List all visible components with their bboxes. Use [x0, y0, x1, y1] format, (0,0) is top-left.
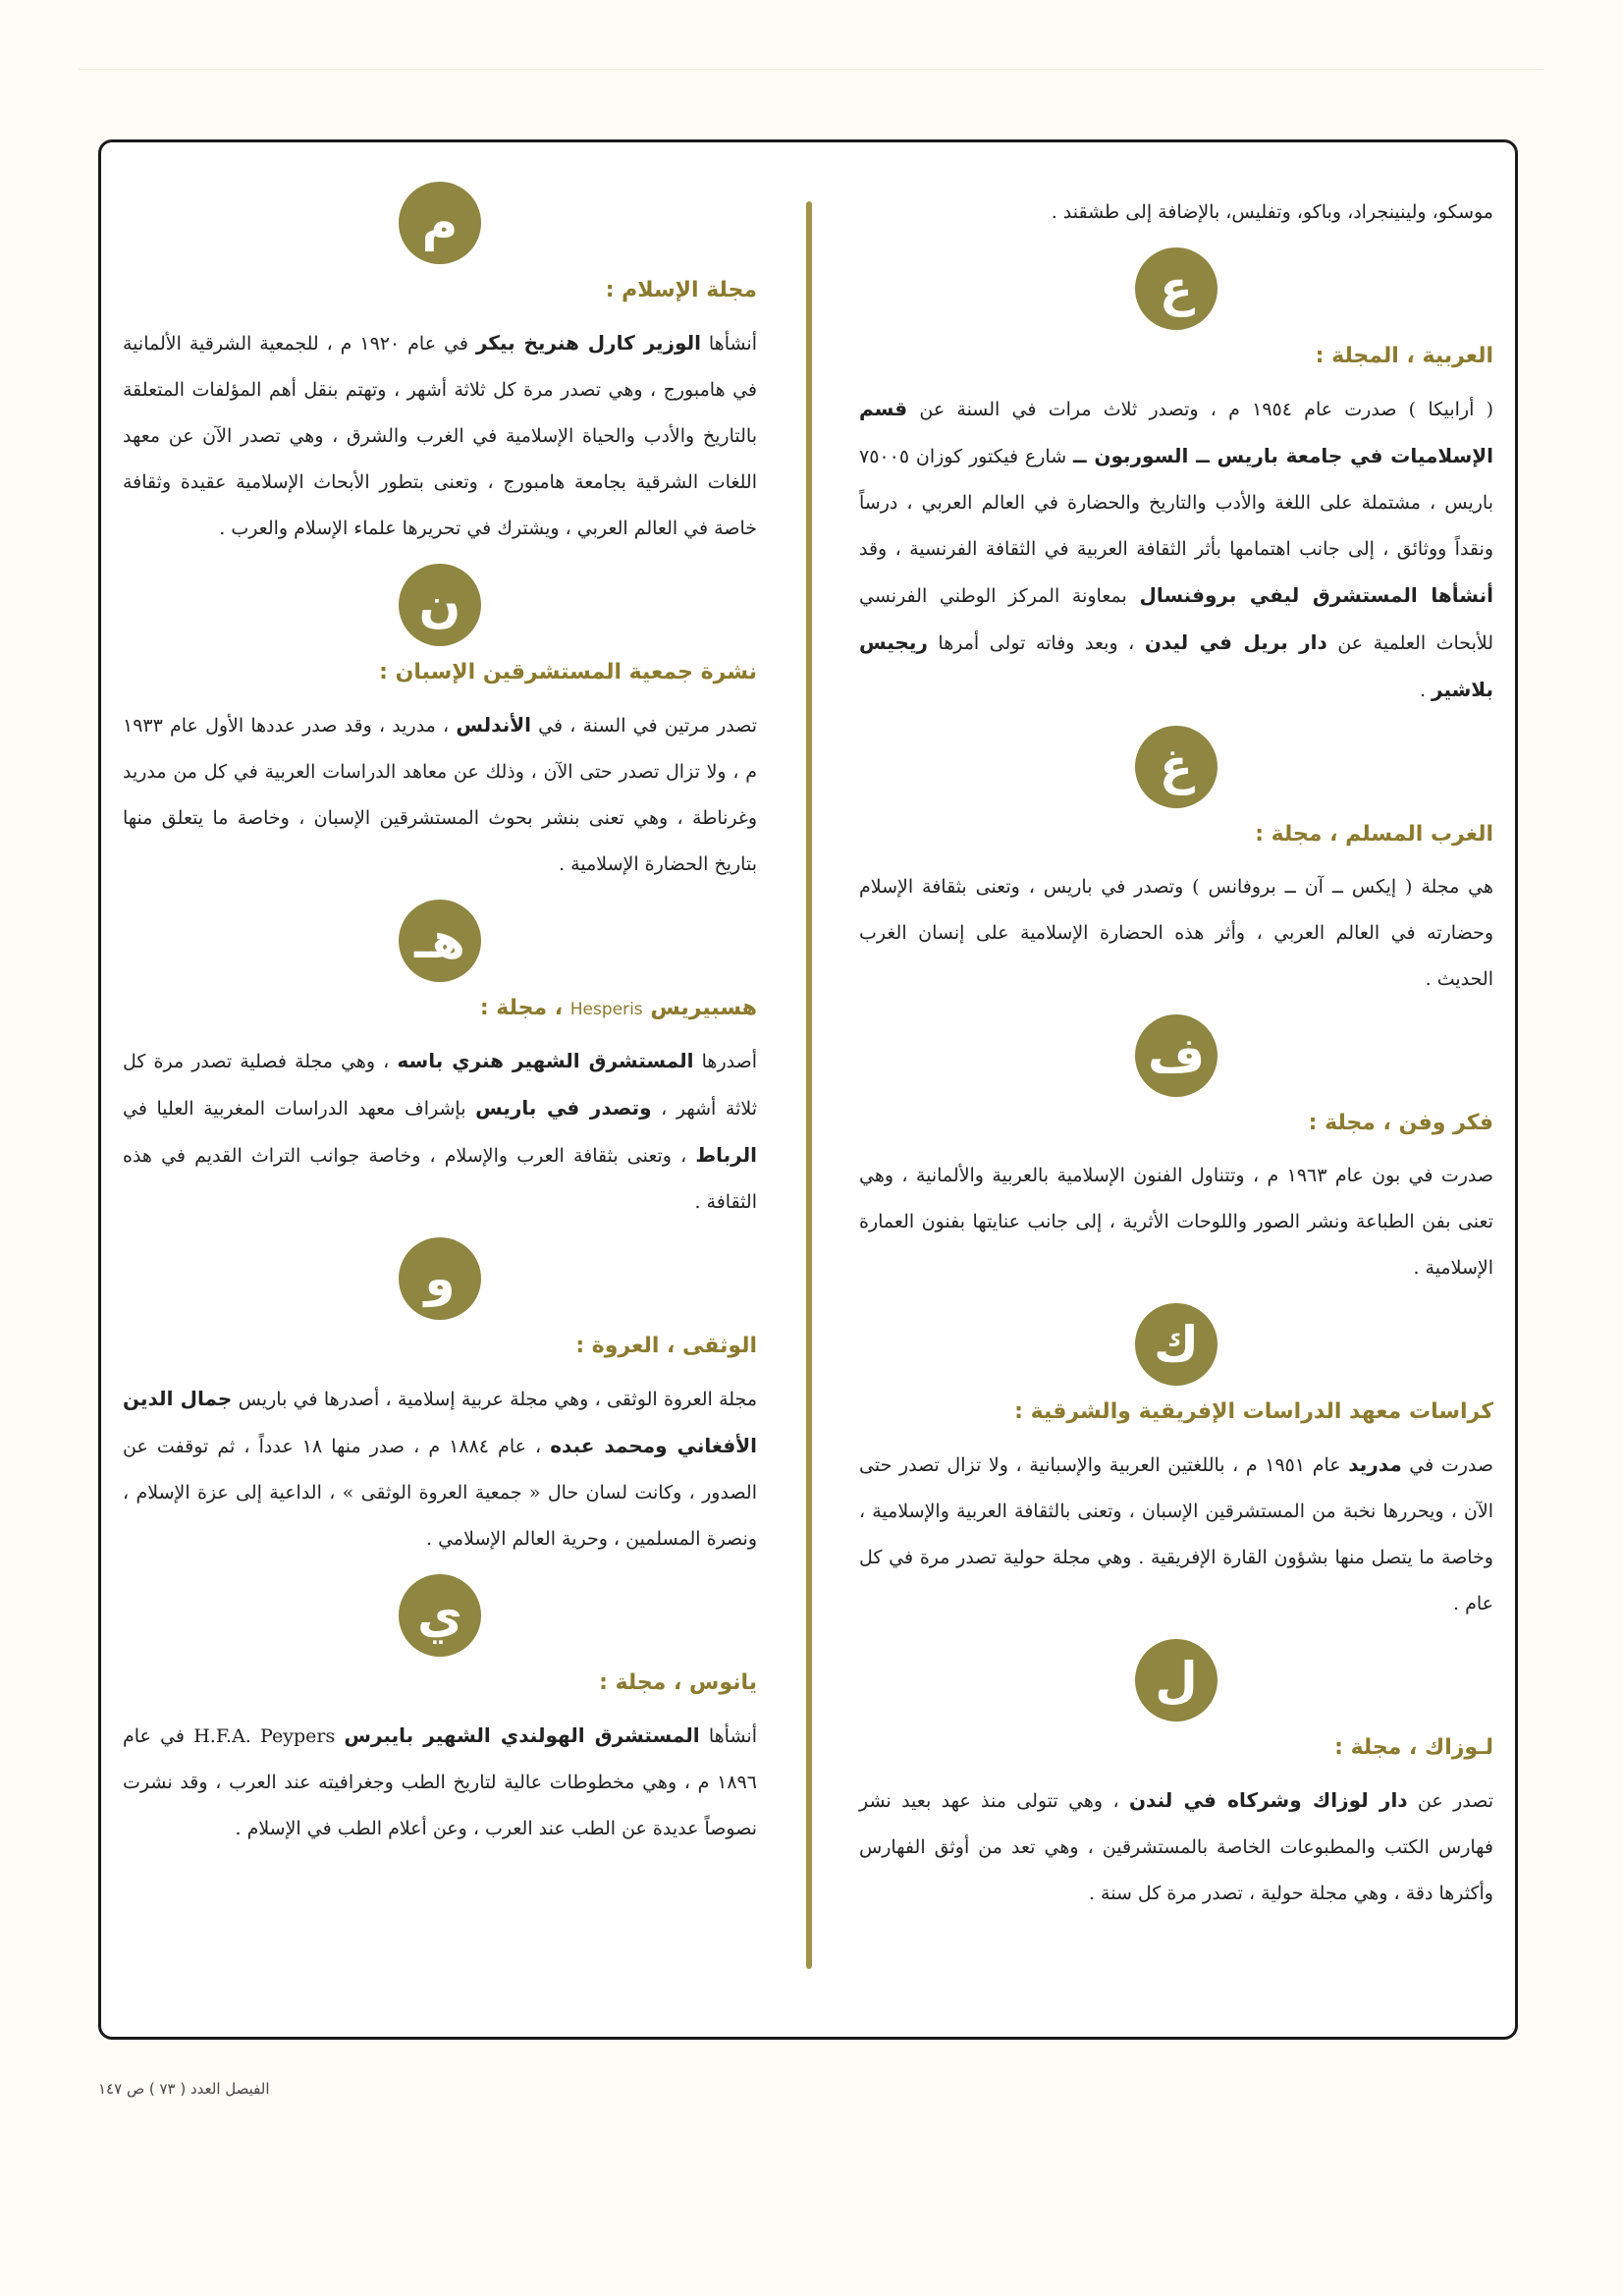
page-footer: الفيصل العدد ( ٧٣ ) ص ١٤٧: [98, 2080, 270, 2098]
letter-badge: م: [399, 182, 481, 264]
entry-der-islam: [123, 182, 757, 552]
entry-text: تصدر عن دار لوزاك وشركاه في لندن ، وهي تتولى منذ عهد بعيد نشر فهارس الكتب والمطبوعات الخاصة بالمستشرقين ، وهي تعد من أوثق الفهارس وأكثرها دقة ، وهي مجلة حولية ، تصدر مرة كل سنة .: [859, 1788, 1493, 1904]
entry-heading: فكر وفن ، مجلة :: [1308, 1111, 1493, 1135]
entry-heading: العربية ، المجلة :: [1315, 344, 1493, 368]
right-column: [838, 142, 1515, 2037]
page-frame: [98, 139, 1518, 2040]
entry-al-arabiya: [859, 247, 1493, 714]
entry-kurrasat: [859, 1303, 1493, 1627]
left-column: [101, 142, 779, 2037]
entry-hesperis: [123, 900, 757, 1226]
entry-janus: [123, 1574, 757, 1852]
continuation-text: موسكو، ولينينجراد، وباكو، وتفليس، بالإضافة إلى طشقند .: [1051, 201, 1493, 223]
entry-text: أصدرها المستشرق الشهير هنري باسه ، وهي مجلة فصلية تصدر مرة كل ثلاثة أشهر ، وتصدر في باريس بإشراف معهد الدراسات المغربية العليا في الرباط ، وتعنى بثقافة العرب والإسلام ، وخاصة جوانب التراث القديم في هذه الثقافة .: [123, 1049, 758, 1213]
entry-text: صدرت في بون عام ١٩٦٣ م ، وتتناول الفنون الإسلامية بالعربية والألمانية ، وهي تعنى بفن الطباعة ونشر الصور واللوحات الأثرية ، إلى جانب عنايتها بفنون العمارة الإسلامية .: [859, 1165, 1493, 1279]
entry-spanish-orientalists-bulletin: [123, 564, 757, 888]
letter-badge: غ: [1135, 726, 1217, 808]
letter-badge: ن: [399, 564, 481, 646]
entry-text: هي مجلة ( إيكس ــ آن ــ بروفانس ) وتصدر في باريس ، وتعنى بثقافة الإسلام وحضارته في العالم العربي ، وأثر هذه الحضارة الإسلامية على إنسان الغرب الحديث .: [859, 876, 1493, 990]
entry-text: تصدر مرتين في السنة ، في الأندلس ، مدريد ، وقد صدر عددها الأول عام ١٩٣٣ م ، ولا تزال تصدر حتى الآن ، وذلك عن معاهد الدراسات العربية في كل من مدريد وغرناطة ، وهي تعنى بنشر بحوث المستشرقين الإسبان ، وخاصة ما يتعلق منها بتاريخ الحضارة الإسلامية .: [123, 713, 757, 875]
entry-heading: الوثقى ، العروة :: [575, 1334, 757, 1358]
letter-badge: ل: [1135, 1639, 1217, 1722]
letter-badge: و: [399, 1237, 481, 1320]
entry-heading: الغرب المسلم ، مجلة :: [1255, 822, 1493, 847]
entry-heading: مجلة الإسلام :: [605, 278, 757, 302]
entry-text: مجلة العروة الوثقى ، وهي مجلة عربية إسلامية ، أصدرها في باريس جمال الدين الأفغاني ومحمد عبده ، عام ١٨٨٤ م ، صدر منها ١٨ عدداً ، ثم توقفت عن الصدور ، وكانت لسان حال « جمعية العروة الوثقى » ، الداعية إلى عزة الإسلام ، ونصرة المسلمين ، وحرية العالم الإسلامي .: [123, 1387, 757, 1550]
entry-text: صدرت في مدريد عام ١٩٥١ م ، باللغتين العربية والإسبانية ، ولا تزال تصدر حتى الآن ، ويحررها نخبة من المستشرقين الإسبان ، وتعنى بالثقافة العربية والإسلامية ، وخاصة ما يتصل منها بشؤون القارة الإفريقية . وهي مجلة حولية تصدر مرة في كل عام .: [859, 1452, 1493, 1614]
entry-text: أنشأها الوزير كارل هنريخ بيكر في عام ١٩٢٠ م ، للجمعية الشرقية الألمانية في هامبورج ، وهي تصدر مرة كل ثلاثة أشهر ، وتهتم بنقل أهم المؤلفات المتعلقة بالتاريخ والأدب والحياة الإسلامية في الغرب والشرق ، وهي تصدر الآن عن معهد اللغات الشرقية بجامعة هامبورج ، وتعنى بتطور الأبحاث الإسلامية عقيدة وثقافة خاصة في العالم العربي ، ويشترك في تحريرها علماء الإسلام والعرب .: [123, 331, 758, 539]
top-rule: [79, 69, 1544, 70]
letter-badge: ع: [1135, 247, 1217, 330]
column-divider: [806, 201, 812, 1969]
entry-heading: هسبيريس Hesperis ، مجلة :: [479, 996, 757, 1020]
letter-badge: ك: [1135, 1303, 1217, 1386]
entry-heading: لـوزاك ، مجلة :: [1334, 1735, 1493, 1760]
entry-heading: نشرة جمعية المستشرقين الإسبان :: [379, 660, 757, 684]
entry-luzac: [859, 1639, 1493, 1917]
letter-badge: هـ: [399, 900, 481, 982]
letter-badge: ف: [1135, 1014, 1217, 1097]
entry-text: ( أرابيكا ) صدرت عام ١٩٥٤ م ، وتصدر ثلاث مرات في السنة عن قسم الإسلاميات في جامعة باريس ــ السوربون ــ شارع فيكتور كوزان ٧٥٠٠٥ باريس ، مشتملة على اللغة والأدب والتاريخ والحضارة في العالم العربي ، درساً ونقداً ووثائق ، إلى جانب اهتمامها بأثر الثقافة العربية في الثقافة الفرنسية ، وقد أنشأها المستشرق ليفي بروفنسال بمعاونة المركز الوطني الفرنسي للأبحاث العلمية عن دار بريل في ليدن ، وبعد وفاته تولى أمرها ريجيس بلاشير .: [859, 397, 1493, 701]
entry-heading: يانوس ، مجلة :: [599, 1670, 757, 1695]
entry-al-gharb-al-muslim: [859, 726, 1493, 1003]
entry-al-urwa-al-wuthqa: [123, 1237, 757, 1562]
entry-fikr-wa-fann: [859, 1014, 1493, 1291]
entry-heading: كراسات معهد الدراسات الإفريقية والشرقية :: [1014, 1399, 1493, 1424]
letter-badge: ي: [399, 1574, 481, 1657]
entry-text: أنشأها المستشرق الهولندي الشهير بايبرس H.F.A. Peypers في عام ١٨٩٦ م ، وهي مخطوطات عالية لتاريخ الطب وجغرافيته عند العرب ، وقد نشرت نصوصاً عديدة عن الطب عند العرب ، وعن أعلام الطب في الإسلام .: [123, 1723, 757, 1839]
